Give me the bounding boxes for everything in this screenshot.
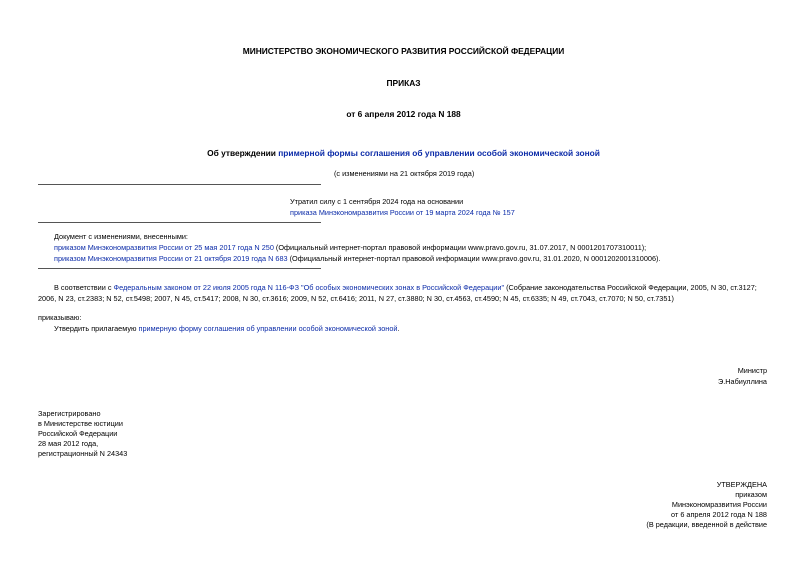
signature-name: Э.Набиуллина xyxy=(717,377,767,386)
registration-block xyxy=(38,409,238,459)
doc-date-heading: от 6 апреля 2012 года N 188 xyxy=(346,109,461,119)
changes-item-link[interactable]: приказом Минэкономразвития России от 21 октября 2019 года N 683 xyxy=(54,254,288,263)
order-text xyxy=(54,324,400,333)
approved-line: от 6 апреля 2012 года N 188 xyxy=(671,510,767,519)
federal-law-link[interactable]: Федеральным законом от 22 июля 2005 года N 116-ФЗ "Об особых экономических зонах в Российской Федерации" xyxy=(113,283,505,292)
divider xyxy=(38,222,321,223)
registration-line: 28 мая 2012 года, xyxy=(38,439,99,448)
divider xyxy=(38,268,321,269)
preamble-line-1 xyxy=(54,283,757,292)
changes-item xyxy=(54,243,646,252)
ministry-heading: МИНИСТЕРСТВО ЭКОНОМИЧЕСКОГО РАЗВИТИЯ РОССИЙСКОЙ ФЕДЕРАЦИИ xyxy=(242,46,565,56)
preamble-prefix: В соответствии с xyxy=(54,283,114,292)
registration-line: регистрационный N 24343 xyxy=(38,449,128,458)
preamble-rest: (Собрание законодательства Российской Федерации, 2005, N 30, ст.3127; xyxy=(504,283,757,292)
approved-form-link[interactable]: примерную форму соглашения об управлении особой экономической зоной xyxy=(138,324,398,333)
registration-line: Российской Федерации xyxy=(38,429,118,438)
changes-item-text: (Официальный интернет-портал правовой информации www.pravo.gov.ru, 31.01.2020, N 0001202001310006). xyxy=(287,254,661,263)
approved-block xyxy=(547,480,767,530)
changes-item-link[interactable]: приказом Минэкономразвития России от 25 мая 2017 года N 250 xyxy=(54,243,274,252)
registration-line: Зарегистрировано xyxy=(38,409,101,418)
changes-heading: Документ с изменениями, внесенными: xyxy=(54,232,188,241)
registration-line: в Министерстве юстиции xyxy=(38,419,123,428)
order-prefix: Утвердить прилагаемую xyxy=(54,324,139,333)
signature-position: Министр xyxy=(737,366,767,375)
lost-force-link[interactable]: приказа Минэкономразвития России от 19 марта 2024 года № 157 xyxy=(290,208,515,217)
preamble-line-2: 2006, N 23, ст.2383; N 52, ст.5498; 2007, N 45, ст.5417; 2008, N 30, ст.3616; 2009, N 52, ст.6416; 2011, N 27, ст.3880; N 30, ст.4563, ст.4590; N 45, ст.6335; N 49, ст.7043, ст.7070; N 50, ст.7351) xyxy=(38,294,674,303)
approved-line: (В редакции, введенной в действие xyxy=(646,520,767,529)
order-verb: приказываю: xyxy=(38,313,82,322)
approved-line: приказом xyxy=(735,490,767,499)
amended-note: (с изменениями на 21 октября 2019 года) xyxy=(334,169,475,178)
doc-title xyxy=(0,148,807,158)
order-suffix: . xyxy=(397,324,400,333)
changes-item-text: (Официальный интернет-портал правовой информации www.pravo.gov.ru, 31.07.2017, N 0001201707310011); xyxy=(273,243,647,252)
divider xyxy=(38,184,321,185)
doc-type-heading: ПРИКАЗ xyxy=(386,78,421,88)
lost-force-line: Утратил силу с 1 сентября 2024 года на основании xyxy=(290,197,464,206)
changes-item xyxy=(54,254,660,263)
doc-title-link[interactable]: примерной формы соглашения об управлении особой экономической зоной xyxy=(278,148,600,158)
doc-title-prefix: Об утверждении xyxy=(207,148,279,158)
approved-line: УТВЕРЖДЕНА xyxy=(716,480,767,489)
approved-line: Минэкономразвития России xyxy=(671,500,767,509)
